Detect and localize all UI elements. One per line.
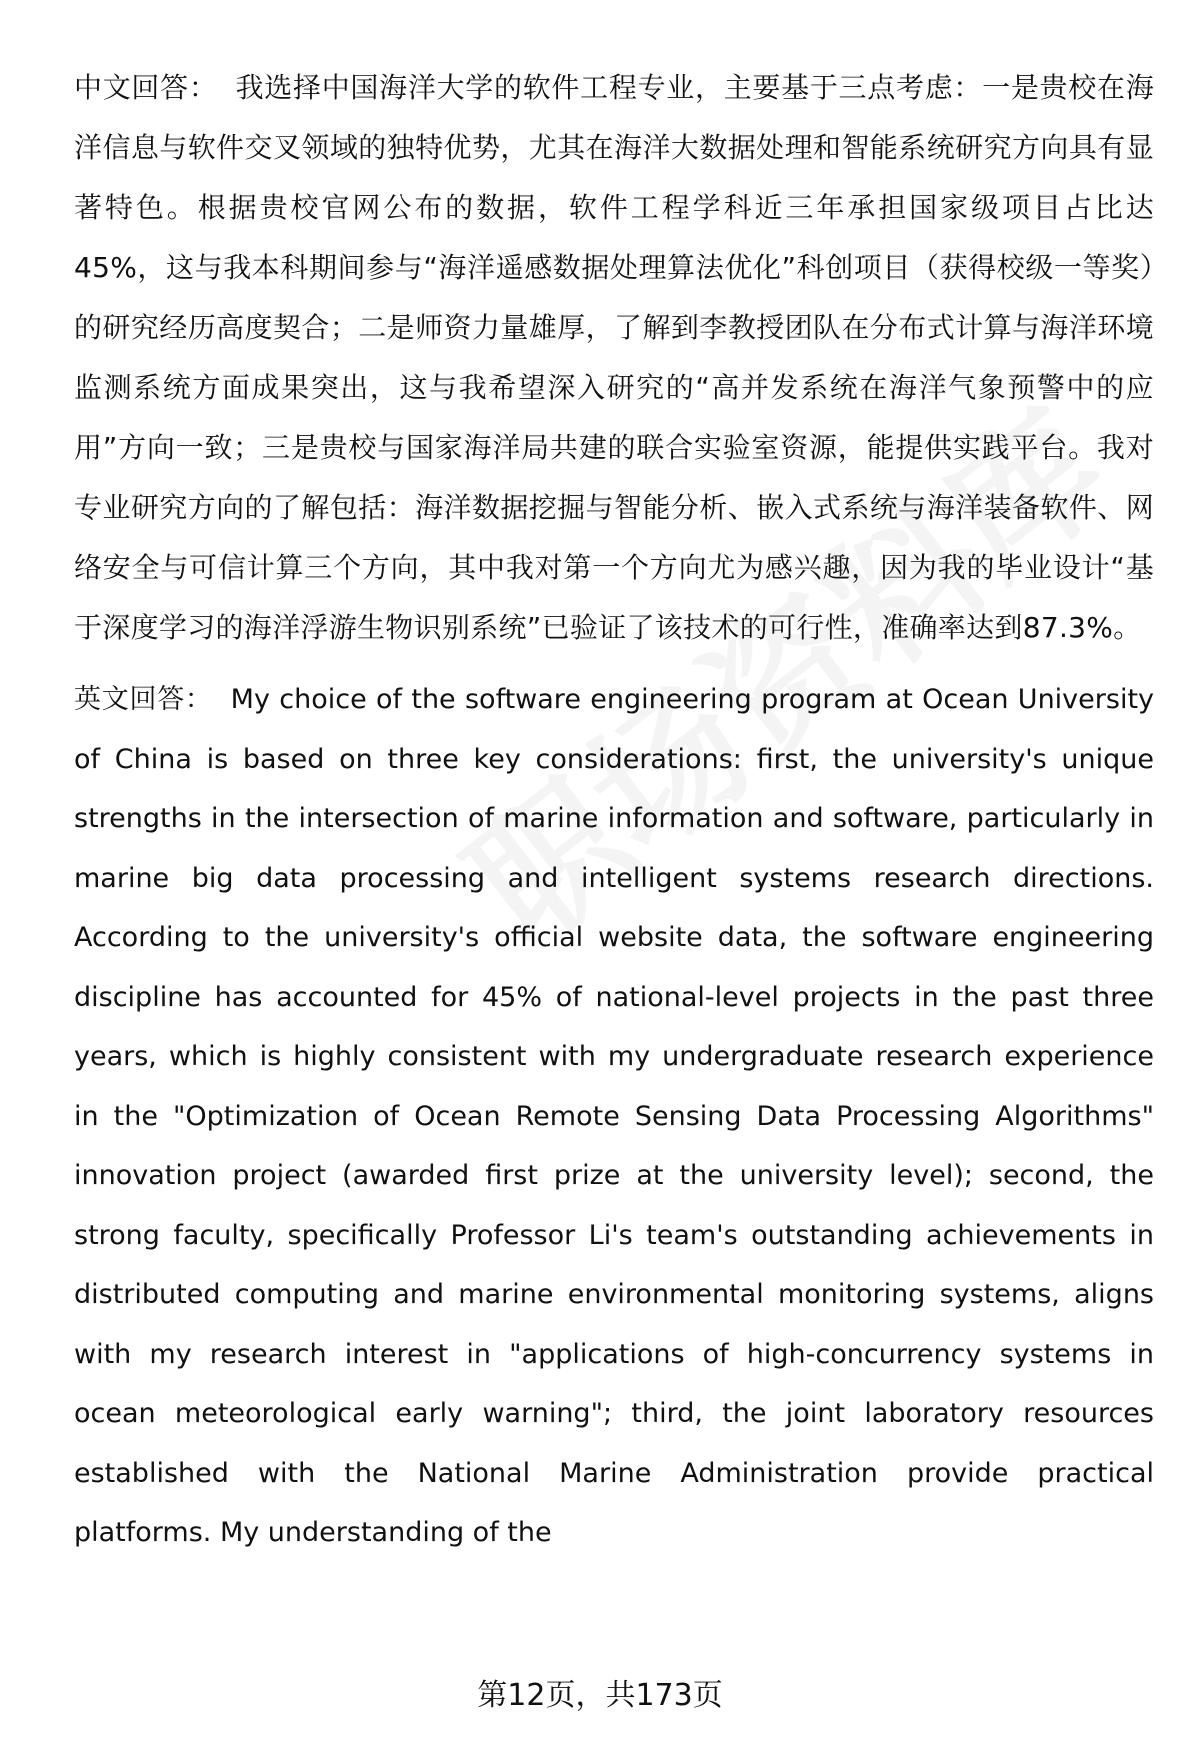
chinese-answer-paragraph <box>74 58 1154 658</box>
english-answer-paragraph <box>74 670 1154 1563</box>
chinese-answer-text: 我选择中国海洋大学的软件工程专业，主要基于三点考虑：一是贵校在海洋信息与软件交叉领域的独特优势，尤其在海洋大数据处理和智能系统研究方向具有显著特色。根据贵校官网公布的数据，软件工程学科近三年承担国家级项目占比达45%，这与我本科期间参与“海洋遥感数据处理算法优化”科创项目（获得校级一等奖）的研究经历高度契合；二是师资力量雄厚，了解到李教授团队在分布式计算与海洋环境监测系统方面成果突出，这与我希望深入研究的“高并发系统在海洋气象预警中的应用”方向一致；三是贵校与国家海洋局共建的联合实验室资源，能提供实践平台。我对专业研究方向的了解包括：海洋数据挖掘与智能分析、嵌入式系统与海洋装备软件、网络安全与可信计算三个方向，其中我对第一个方向尤为感兴趣，因为我的毕业设计“基于深度学习的海洋浮游生物识别系统”已验证了该技术的可行性，准确率达到87.3%。 <box>74 71 1154 644</box>
english-answer-label: 英文回答： <box>74 684 213 715</box>
chinese-answer-label: 中文回答： <box>74 71 218 104</box>
english-answer-text: My choice of the software engineering program at Ocean University of China is based on three key considerations: first, the university's unique strengths in the intersection of marine information and software, particularly in marine big data processing and intelligent systems research directions. According to the university's official website data, the software engineering discipline has accounted for 45% of national-level projects in the past three years, which is highly consistent with my undergraduate research experience in the "Optimization of Ocean Remote Sensing Data Processing Algorithms" innovation project (awarded first prize at the university level); second, the strong faculty, specifically Professor Li's team's outstanding achievements in distributed computing and marine environmental monitoring systems, aligns with my research interest in "applications of high-concurrency systems in ocean meteorological early warning"; third, the joint laboratory resources established with the National Marine Administration provide practical platforms. My understanding of the <box>74 684 1155 1548</box>
document-body <box>74 58 1154 1563</box>
page-number-footer: 第12页，共173页 <box>477 1678 723 1713</box>
